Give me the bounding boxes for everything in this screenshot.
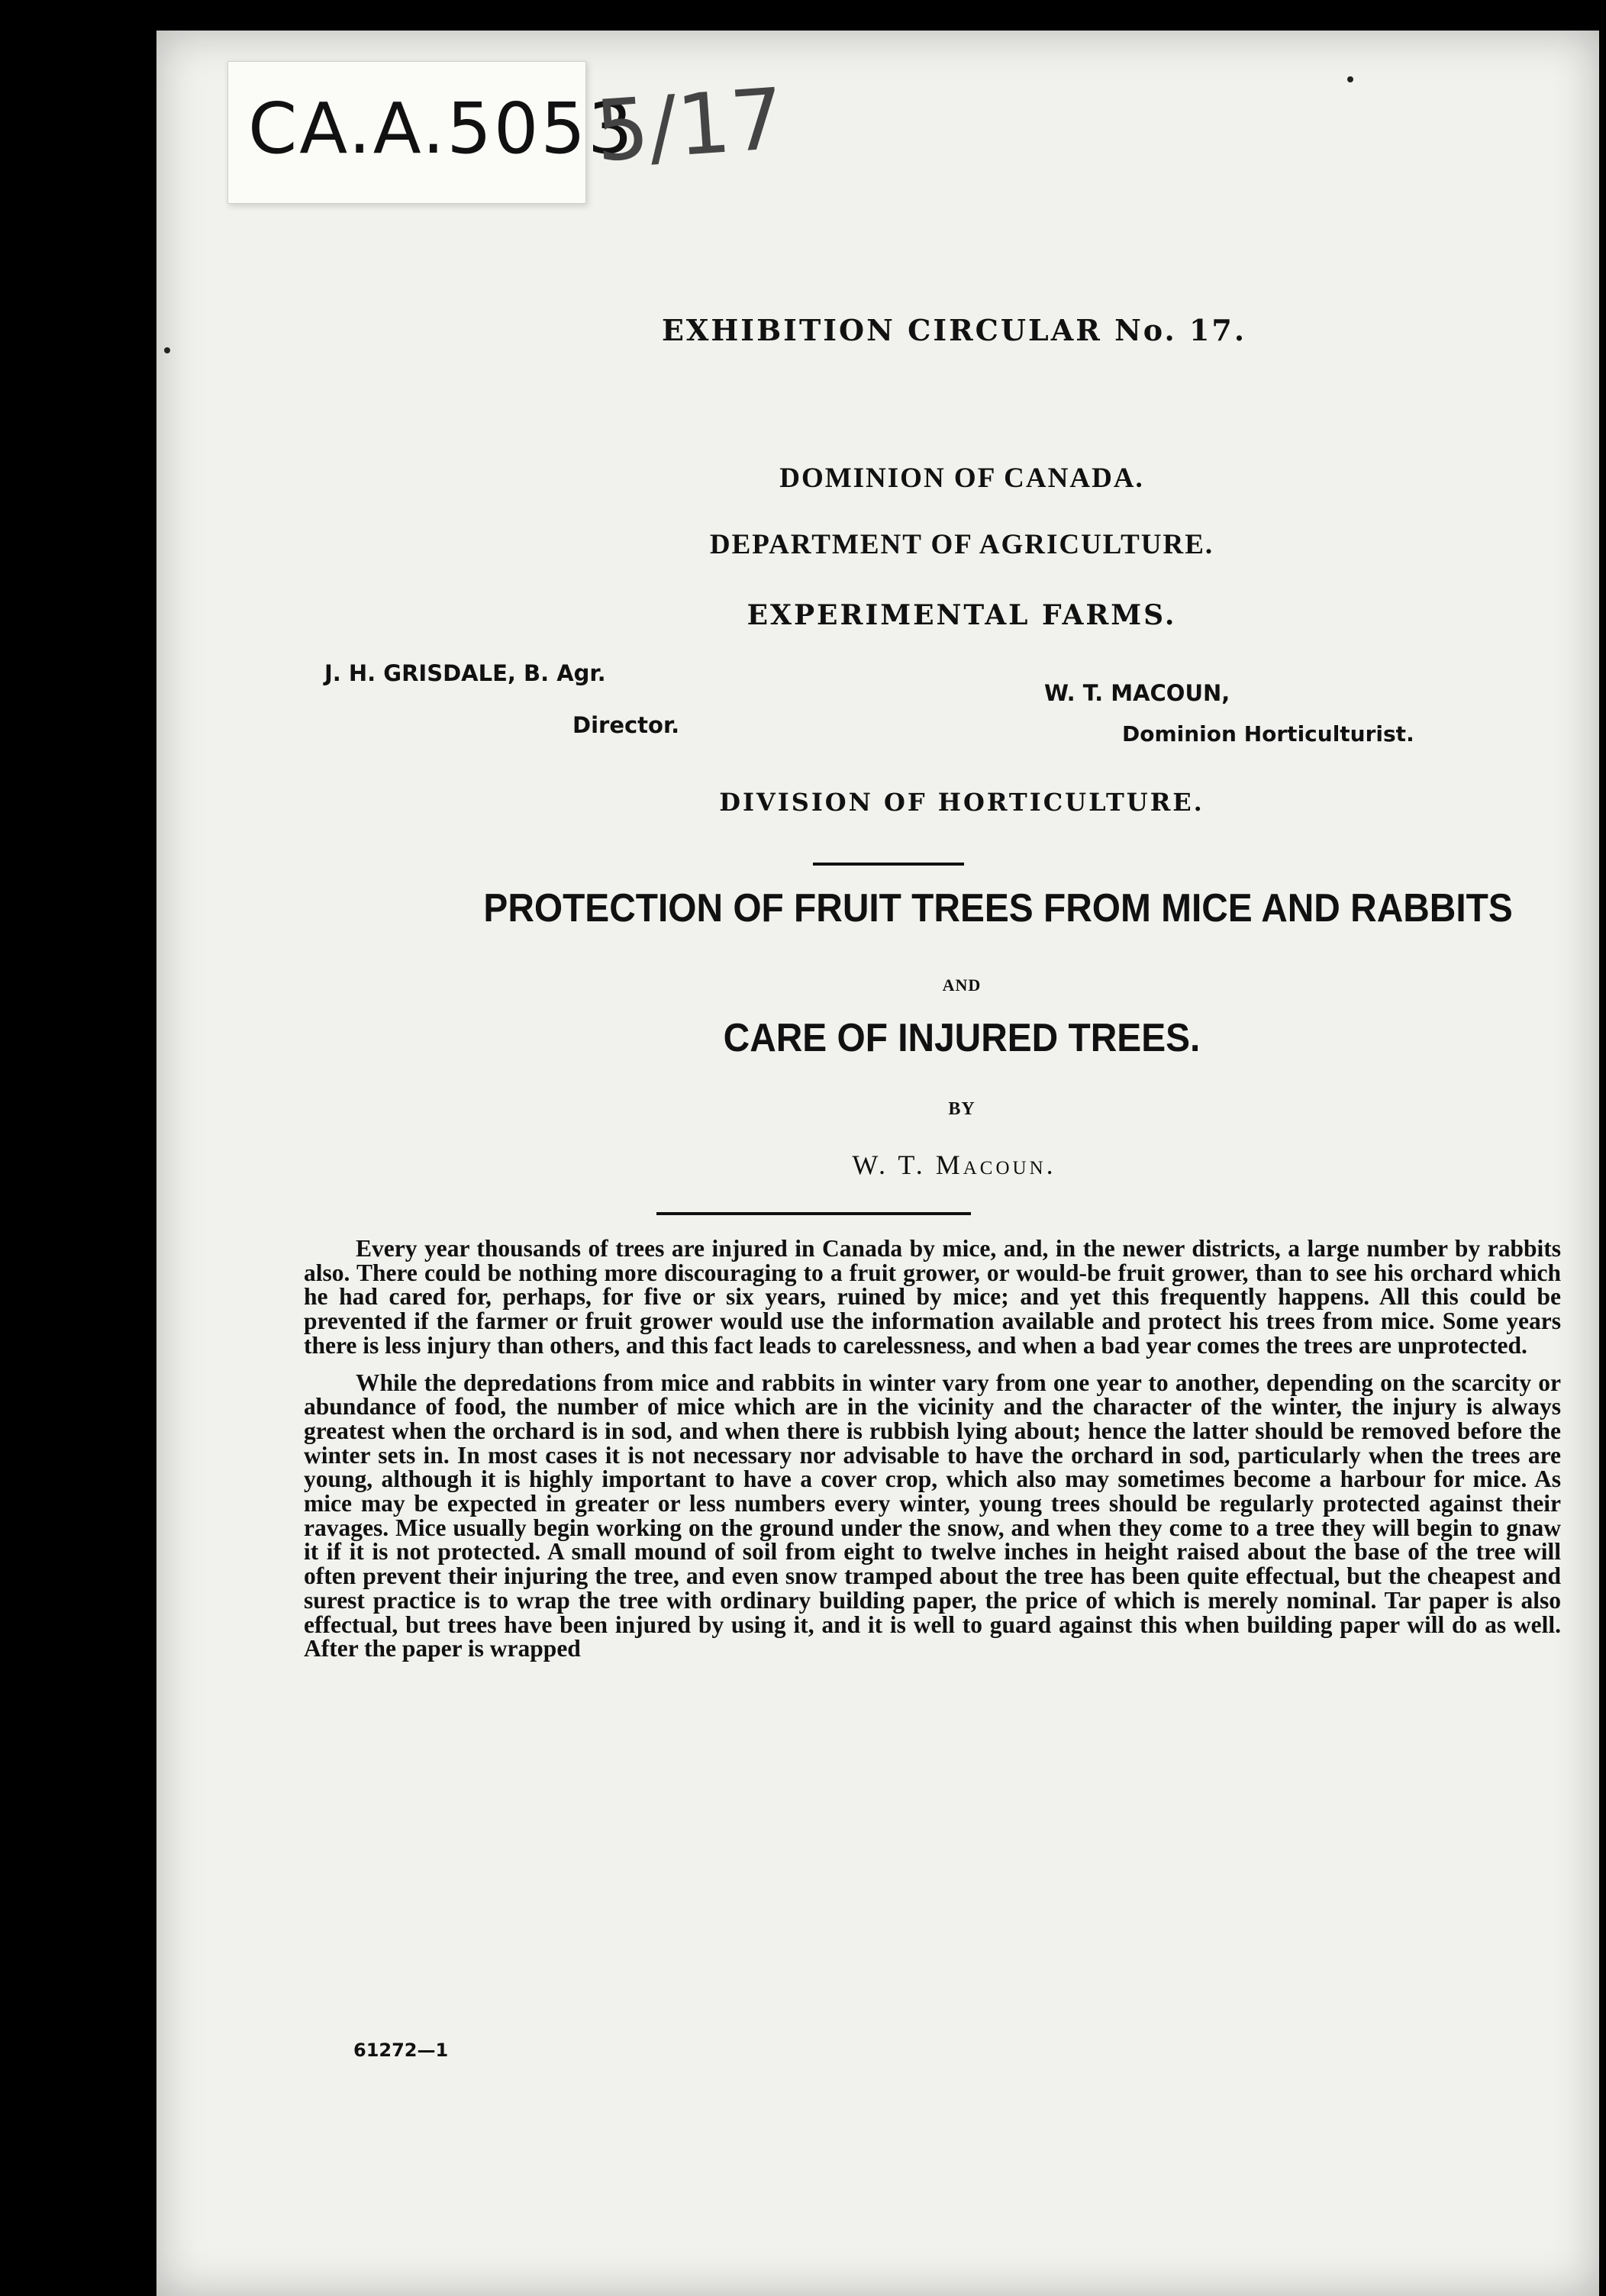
document-page [156, 31, 1599, 2296]
director-title: Director. [572, 712, 680, 738]
dominion-heading: DOMINION OF CANADA. [779, 463, 1144, 494]
divider-line [656, 1212, 971, 1215]
horticulturist-name: W. T. MACOUN, [1044, 680, 1230, 706]
document-subtitle: CARE OF INJURED TREES. [723, 1016, 1201, 1060]
handwritten-note: 5/17 [592, 69, 788, 181]
body-text [304, 1237, 1561, 1661]
division-heading: DIVISION OF HORTICULTURE. [719, 788, 1204, 817]
farms-heading: EXPERIMENTAL FARMS. [747, 599, 1177, 631]
title-conjunction: AND [942, 975, 982, 995]
paragraph: While the depredations from mice and rabbits in winter vary from one year to another, depending on the scarcity or abundance of food, the number of mice which are in the vicinity and the character of the winter, the injury is always greatest when the orchard is in sod, and when there is rubbish lying about; hence the latter should be removed before the winter sets in. In most cases it is not necessary nor advisable to have the orchard in sod, particularly when the trees are young, although it is highly important to have a cover crop, which also may sometimes become a harbour for mice. As mice may be expected in greater or less numbers every winter, young trees should be regularly protected against their ravages. Mice usually begin working on the ground under the snow, and when they come to a tree they will begin to gnaw it if it is not protected. A small mound of soil from eight to twelve inches in height raised about the base of the tree will often prevent their injuring the tree, and even snow tramped about the tree has been quite effectual, but the cheapest and surest practice is to wrap the tree with ordinary building paper, the price of which is merely nominal. Tar paper is also effectual, but trees have been injured by using it, and it is well to guard against this when building paper will do as well. After the paper is wrapped [304, 1369, 1561, 1662]
speck-mark [164, 347, 170, 353]
archive-label-text: CA.A.5053 [248, 88, 635, 169]
department-heading: DEPARTMENT OF AGRICULTURE. [709, 529, 1214, 560]
speck-mark [1347, 76, 1353, 82]
document-title: PROTECTION OF FRUIT TREES FROM MICE AND RABBITS [483, 886, 1513, 930]
print-code: 61272—1 [353, 2040, 449, 2061]
archive-label [227, 61, 635, 204]
author-name: W. T. Macoun. [852, 1150, 1056, 1180]
byline-label: BY [948, 1099, 976, 1119]
horticulturist-title: Dominion Horticulturist. [1122, 721, 1414, 747]
paragraph: Every year thousands of trees are injured in Canada by mice, and, in the newer districts, a large number by rabbits also. There could be nothing more discouraging to a fruit grower, or would-be fruit grower, than to see his orchard which he had cared for, perhaps, for five or six years, ruined by mice; and yet this frequently happens. All this could be prevented if the farmer or fruit grower would use the information available and protect his trees from mice. Some years there is less injury than others, and this fact leads to carelessness, and when a bad year comes the trees are unprotected. [304, 1235, 1561, 1359]
director-name: J. H. GRISDALE, B. Agr. [324, 660, 606, 686]
circular-number: EXHIBITION CIRCULAR No. 17. [661, 313, 1247, 347]
divider-line [813, 863, 964, 866]
